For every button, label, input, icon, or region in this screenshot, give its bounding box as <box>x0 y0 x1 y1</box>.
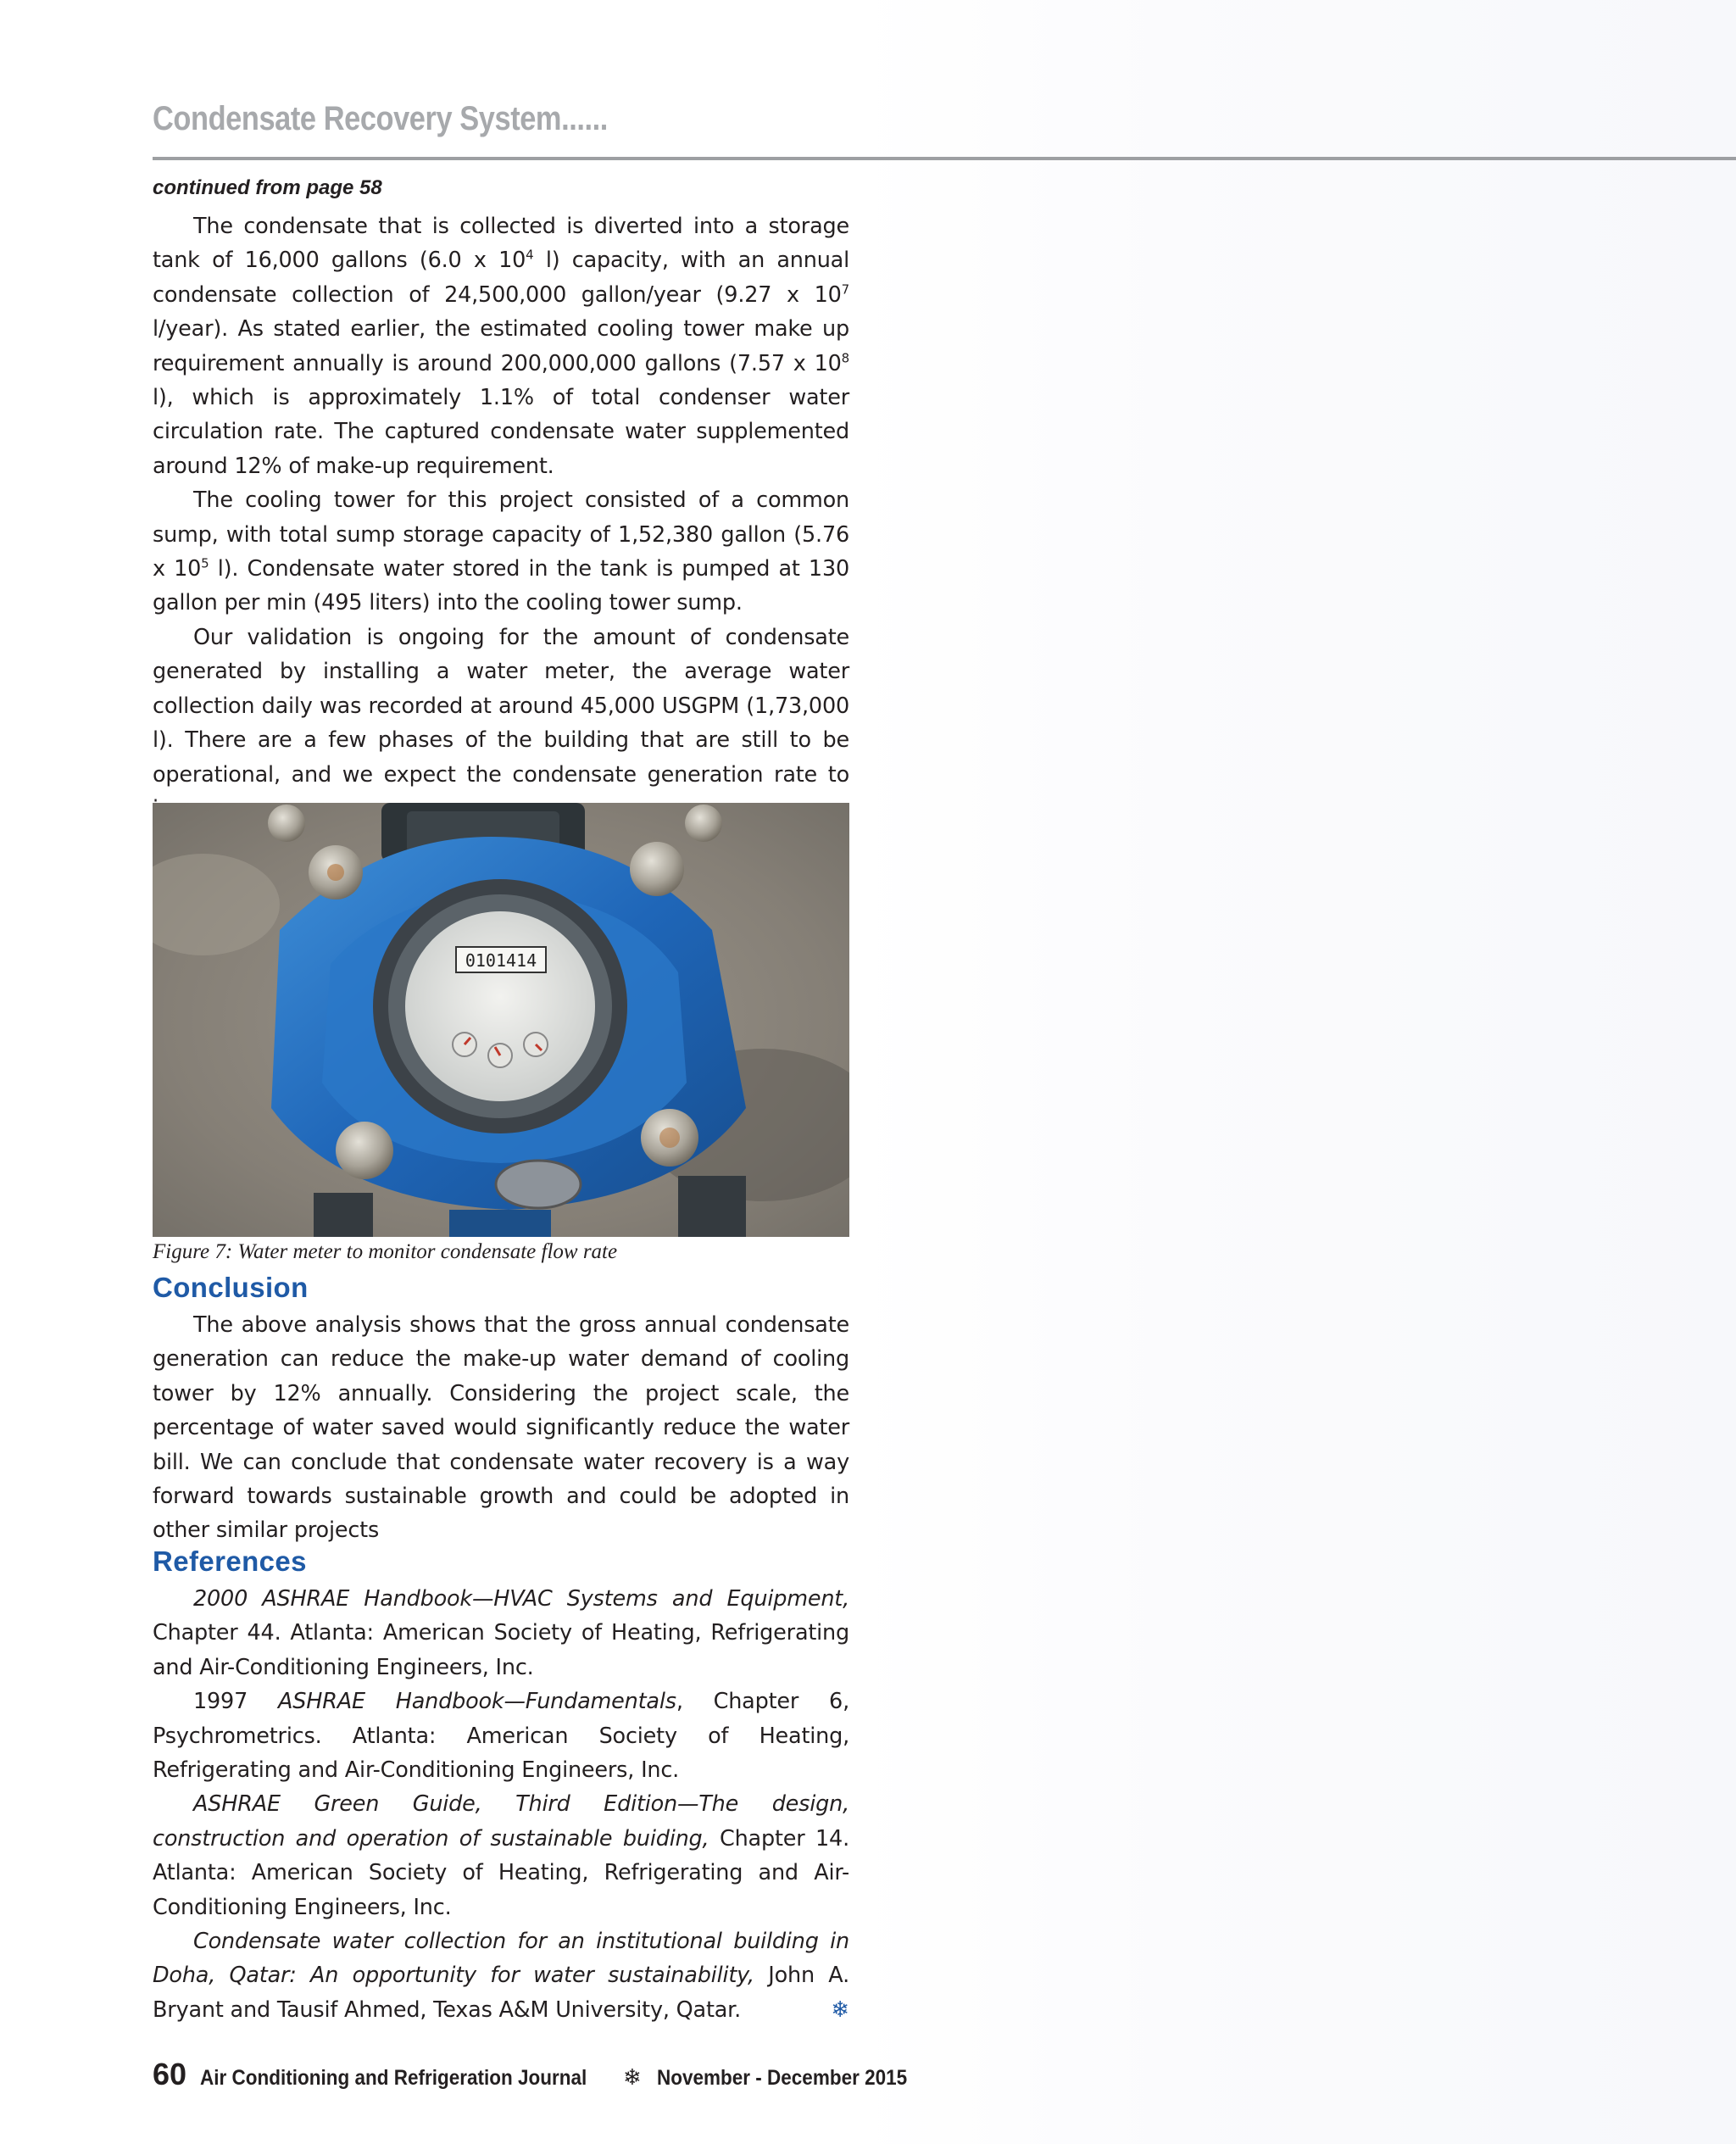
page-number: 60 <box>153 2057 187 2091</box>
reference-item: Condensate water collection for an institutional building in Doha, Qatar: An opportunity for water sustainability, John A. Bryant and Tausif Ahmed, Texas A&M University, Qatar. ❄ <box>153 1924 849 2027</box>
paragraph-conclusion: The above analysis shows that the gross annual condensate generation can reduce the make-up water demand of cooling tower by 12% annually. Considering the project scale, the percentage of water saved would significantly reduce the water bill. We can conclude that condensate water recovery is a way forward towards sustainable growth and could be adopted in other similar projects <box>153 1312 849 1544</box>
meter-reading-digits: 0101414 <box>465 950 537 971</box>
paragraph-validation: Our validation is ongoing for the amount of condensate generated by installing a water meter, the average water collection daily was recorded at around 45,000 USGPM (1,73,000 l). There are a few phases of the building that are still to be operational, and we expect the condensate generation rate to <box>153 624 849 788</box>
conclusion-heading: Conclusion <box>153 1272 309 1303</box>
conclusion-body <box>153 1308 849 1548</box>
running-header-title: Condensate Recovery System...... <box>153 100 608 137</box>
reference-item: ASHRAE Green Guide, Third Edition—The design, construction and operation of sustainable buiding, Chapter 14. Atlanta: American Society of Heating, Refrigerating and Air-Conditioning Engineers, Inc. <box>153 1791 849 1920</box>
references-list <box>153 1582 849 2027</box>
figure-caption: Figure 7: Water meter to monitor condensate flow rate <box>153 1240 618 1263</box>
body-text-top <box>153 209 849 826</box>
reference-item: 2000 ASHRAE Handbook—HVAC Systems and Equipment, Chapter 44. Atlanta: American Society of Heating, Refrigerating and Air-Conditioning Engineers, Inc. <box>153 1586 849 1680</box>
header-rule <box>153 157 1736 160</box>
snowflake-separator-icon: ❄ <box>623 2064 642 2090</box>
paragraph-cooling-tower-sump: The cooling tower for this project consisted of a common sump, with total sump storage capacity of 1,52,380 gallon (5.76 x $10^5$ l). Condensate water stored in the tank is pumped at 130 gallon per min (495 liters) into the cooling tower sump. <box>153 487 849 616</box>
water-meter-photo <box>153 803 849 1237</box>
references-heading: References <box>153 1545 307 1577</box>
issue-date: November - December 2015 <box>656 2066 907 2090</box>
page-footer <box>153 2057 935 2092</box>
journal-name: Air Conditioning and Refrigeration Journal <box>200 2066 587 2090</box>
reference-item: 1997 ASHRAE Handbook—Fundamentals, Chapter 6, Psychrometrics. Atlanta: American Society of Heating, Refrigerating and Air-Conditioning Engineers, Inc. <box>153 1689 849 1784</box>
continued-note: continued from page 58 <box>153 176 382 199</box>
page-background <box>856 0 1736 2144</box>
snowflake-icon: ❄ <box>831 1996 849 2023</box>
paragraph-storage-tank: The condensate that is collected is diverted into a storage tank of 16,000 gallons (6.0 x $10^4$ l) capacity, with an annual condensate collection of 24,500,000 gallon/year (9.27 x $10^7$ l/year). As stated earlier, the estimated cooling tower make up requirement annually is around 200,000,000 gallons (7.57 x $10^8$ l), which is approximately 1.1% of total condenser water circulation rate. The captured condensate water supplemented around 12% of make-up requirement. <box>153 214 849 479</box>
